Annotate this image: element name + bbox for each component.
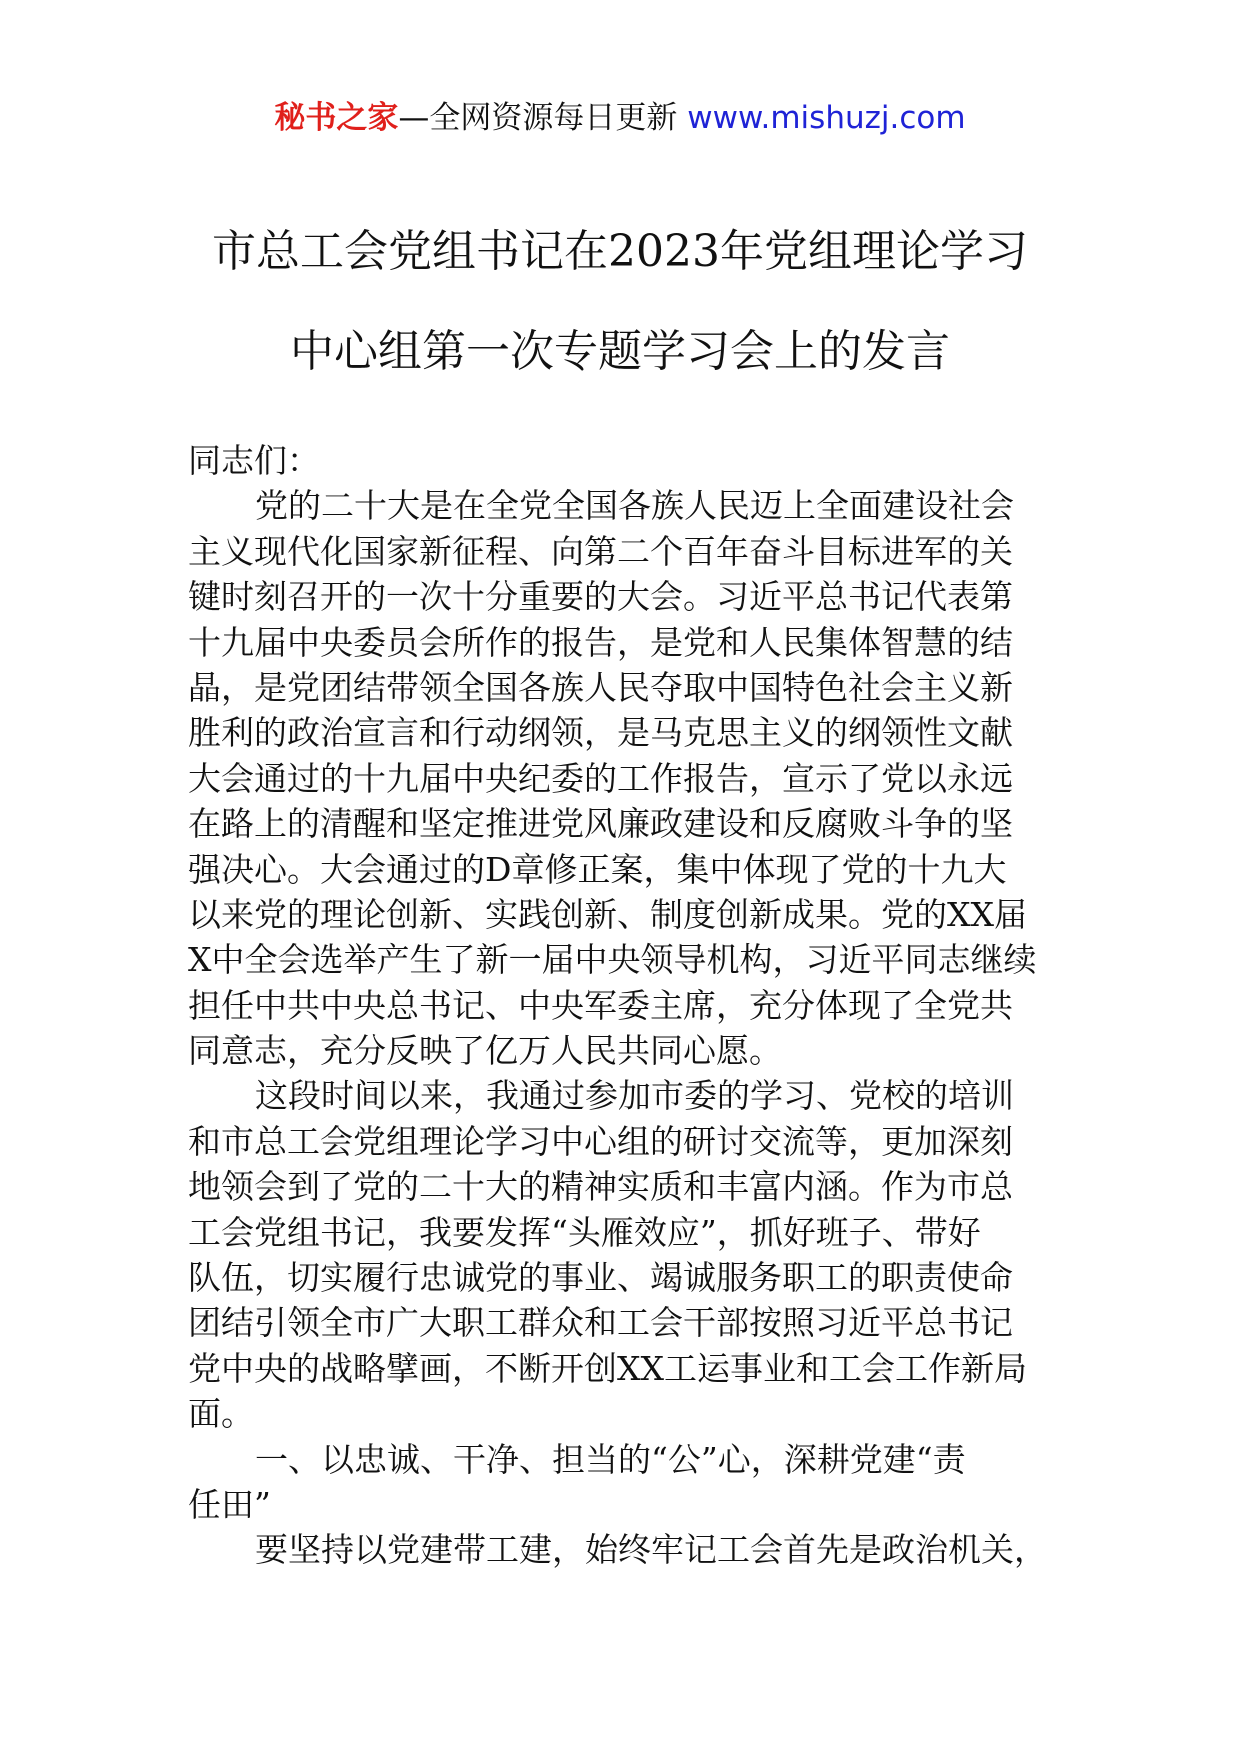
paragraph-line: X中全会选举产生了新一届中央领导机构，习近平同志继续 <box>188 940 1037 980</box>
paragraph-line: 团结引领全市广大职工群众和工会干部按照习近平总书记 <box>188 1303 1013 1343</box>
paragraph-line: 强决心。大会通过的D章修正案，集中体现了党的十九大 <box>188 849 1007 889</box>
paragraph-line: 担任中共中央总书记、中央军委主席，充分体现了全党共 <box>188 985 1013 1025</box>
paragraph-line: 党中央的战略擘画，不断开创XX工运事业和工会工作新局 <box>188 1348 1027 1388</box>
site-url-link[interactable]: www.mishuzj.com <box>687 100 966 136</box>
paragraph-line: 地领会到了党的二十大的精神实质和丰富内涵。作为市总 <box>188 1167 1013 1207</box>
paragraph-line: 队伍，切实履行忠诚党的事业、竭诚服务职工的职责使命 <box>188 1258 1013 1298</box>
paragraph-line: 大会通过的十九届中央纪委的工作报告，宣示了党以永远 <box>188 758 1013 798</box>
paragraph-line: 同意志，充分反映了亿万人民共同心愿。 <box>188 1031 782 1071</box>
site-header <box>0 98 1240 138</box>
brand-name: 秘书之家 <box>274 100 399 136</box>
paragraph-line: 主义现代化国家新征程、向第二个百年奋斗目标进军的关 <box>188 531 1013 571</box>
paragraph-line: 要坚持以党建带工建，始终牢记工会首先是政治机关， <box>255 1530 1047 1570</box>
paragraph-line: 以来党的理论创新、实践创新、制度创新成果。党的XX届 <box>188 894 1027 934</box>
paragraph-line: 晶，是党团结带领全国各族人民夺取中国特色社会主义新 <box>188 667 1013 707</box>
paragraph-line: 这段时间以来，我通过参加市委的学习、党校的培训 <box>255 1076 1014 1116</box>
paragraph-line: 工会党组书记，我要发挥“头雁效应”，抓好班子、带好 <box>188 1212 981 1252</box>
title-line-1: 市总工会党组书记在2023年党组理论学习 <box>212 226 1028 277</box>
header-tagline: —全网资源每日更新 <box>398 100 678 136</box>
paragraph-line: 和市总工会党组理论学习中心组的研讨交流等，更加深刻 <box>188 1121 1013 1161</box>
paragraph-line: 胜利的政治宣言和行动纲领，是马克思主义的纲领性文献 <box>188 713 1013 753</box>
paragraph-line: 在路上的清醒和坚定推进党风廉政建设和反腐败斗争的坚 <box>188 804 1013 844</box>
document-body <box>188 438 1088 1573</box>
paragraph-line: 十九届中央委员会所作的报告，是党和人民集体智慧的结 <box>188 622 1013 662</box>
paragraph-line: 党的二十大是在全党全国各族人民迈上全面建设社会 <box>255 486 1014 526</box>
section-heading-line: 一、以忠诚、干净、担当的“公”心，深耕党建“责 <box>255 1439 966 1479</box>
title-line-2: 中心组第一次专题学习会上的发言 <box>290 326 950 377</box>
salutation: 同志们： <box>188 441 320 480</box>
document-title <box>0 202 1240 402</box>
section-heading-line: 任田” <box>188 1484 271 1524</box>
paragraph-line: 键时刻召开的一次十分重要的大会。习近平总书记代表第 <box>188 577 1013 617</box>
paragraph-line: 面。 <box>188 1394 254 1434</box>
